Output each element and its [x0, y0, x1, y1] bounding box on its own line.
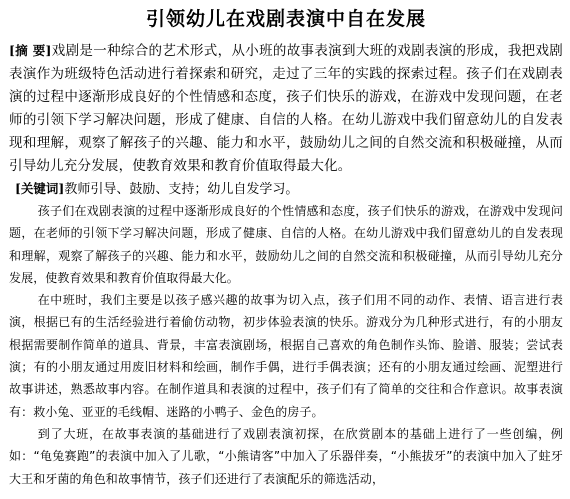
- document-title: 引领幼儿在戏剧表演中自在发展: [145, 8, 426, 30]
- keywords-line: [15, 178, 563, 200]
- document-page: [9, 0, 563, 490]
- body-text: [9, 200, 563, 490]
- keywords-text: 教师引导、鼓励、支持；幼儿自发学习。: [64, 182, 299, 197]
- abstract-paragraph: [9, 39, 563, 178]
- abstract-text: 戏剧是一种综合的艺术形式，从小班的故事表演到大班的戏剧表演的形成，我把戏剧表演作为班级特色活动进行着探索和研究，走过了三年的实践的探索过程。孩子们在戏剧表演的过程中逐渐形成良好的个性情感和态度，孩子们快乐的游戏，在游戏中发现问题，在老师的引领下学习解决问题，形成了健康、自信的人格。在幼儿游戏中我们留意幼儿的自发表现和理解，观察了解孩子的兴趣、能力和水平，鼓励幼儿之间的自然交流和积极碰撞，从而引导幼儿充分发展，使教育效果和教育价值取得最大化。: [9, 43, 563, 174]
- body-paragraph-2: 在中班时，我们主要是以孩子感兴趣的故事为切入点，孩子们用不同的动作、表情、语言进行表演，根据已有的生活经验进行着偷仿动物，初步体验表演的快乐。游戏分为几种形式进行，有的小朋友根据需要制作简单的道具、背景，丰富表演剧场，根据自己喜欢的角色制作头饰、脸谱、服装；尝试表演；有的小朋友通过用废旧材料和绘画，制作手偶，进行手偶表演；还有的小朋友通过绘画、泥塑进行故事讲述，熟悉故事内容。在制作道具和表演的过程中，孩子们有了简单的交往和合作意识。故事表演有：救小兔、亚亚的毛线帽、迷路的小鸭子、金色的房子。: [9, 293, 563, 419]
- keywords-label: [关键词]: [15, 181, 65, 196]
- body-paragraph-1: 孩子们在戏剧表演的过程中逐渐形成良好的个性情感和态度，孩子们快乐的游戏，在游戏中发现问题，在老师的引领下学习解决问题，形成了健康、自信的人格。在幼儿游戏中我们留意幼儿的自发表现和理解，观察了解孩子的兴趣、能力和水平，鼓励幼儿之间的自然交流和积极碰撞，从而引导幼儿充分发展，使教育效果和教育价值取得最大化。: [9, 204, 563, 285]
- body-paragraph-3: 到了大班，在故事表演的基础进行了戏剧表演初探，在欣赏剧本的基础上进行了一些创编，例如：“龟兔赛跑”的表演中加入了儿歌，“小熊请客”中加入了乐器伴奏，“小熊拔牙”的表演中加入了蛀牙大王和牙菌的角色和故事情节，孩子们还进行了表演配乐的筛选活动，: [9, 426, 563, 486]
- abstract-label: [摘 要]: [9, 43, 52, 58]
